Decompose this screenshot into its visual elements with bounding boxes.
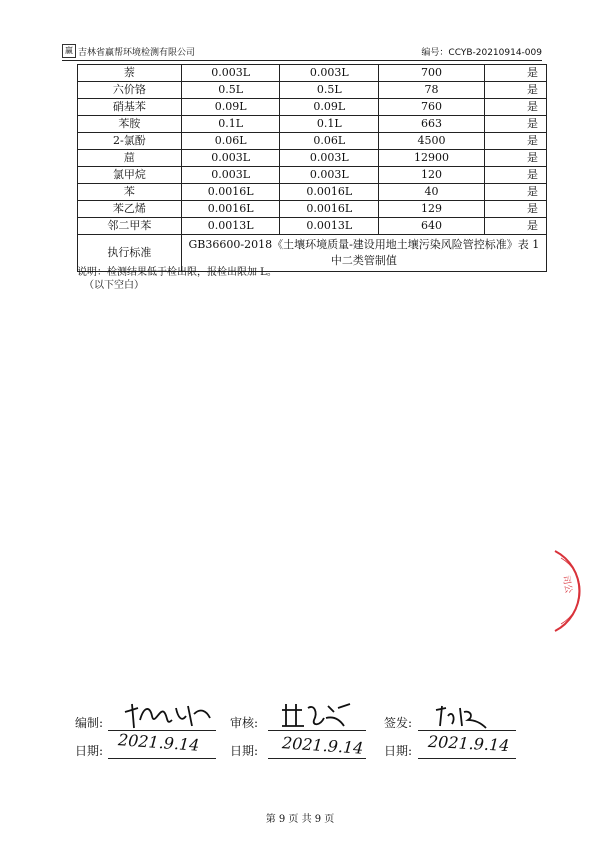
date-line-2 [268, 758, 366, 759]
table-row [78, 218, 547, 235]
table-cell: 129 [379, 201, 485, 218]
table-cell: 0.1L [280, 116, 379, 133]
table-cell: 是 [484, 150, 546, 167]
table-cell: 0.003L [181, 150, 280, 167]
table-cell: 0.09L [280, 99, 379, 116]
table-row [78, 167, 547, 184]
table-cell: 0.0016L [181, 184, 280, 201]
table-cell: 苯 [78, 184, 182, 201]
seal-stamp [545, 546, 600, 636]
table-cell: 0.5L [181, 82, 280, 99]
header-divider [62, 60, 542, 61]
page-footer: 第 9 页 共 9 页 [265, 814, 335, 825]
table-cell: 硝基苯 [78, 99, 182, 116]
date-value-2: 2021.9.14 [281, 733, 365, 758]
table-cell: 2-氯酚 [78, 133, 182, 150]
table-cell: 是 [484, 218, 546, 235]
table-cell: 萘 [78, 65, 182, 82]
page-header [62, 44, 542, 60]
issuer-line [418, 730, 516, 731]
table-cell: 氯甲烷 [78, 167, 182, 184]
table-cell: 12900 [379, 150, 485, 167]
date-label-3: 日期: [384, 744, 413, 758]
table-row [78, 65, 547, 82]
table-row [78, 82, 547, 99]
table-cell: 760 [379, 99, 485, 116]
note-text: 说明：检测结果低于检出限，报检出限加 L。 [77, 267, 277, 278]
table-cell: 0.0013L [181, 218, 280, 235]
table-cell: 0.0016L [280, 184, 379, 201]
table-cell: 是 [484, 116, 546, 133]
company-logo-icon: 赢 [62, 44, 76, 58]
table-cell: 是 [484, 184, 546, 201]
table-cell: 0.06L [181, 133, 280, 150]
table-cell: 0.0016L [280, 201, 379, 218]
table-cell: 0.06L [280, 133, 379, 150]
table-cell: 是 [484, 82, 546, 99]
table-cell: 是 [484, 99, 546, 116]
table-cell: 0.0016L [181, 201, 280, 218]
table-cell: 邻二甲苯 [78, 218, 182, 235]
standard-label: 执行标准 [78, 235, 182, 272]
table-cell: 苯乙烯 [78, 201, 182, 218]
date-line-1 [108, 758, 216, 759]
standard-text: GB36600-2018《土壤环境质量-建设用地土壤污染风险管控标准》表 1 中二类管制值 [181, 235, 546, 272]
table-cell: 700 [379, 65, 485, 82]
table-cell: 䓛 [78, 150, 182, 167]
editor-label: 编制: [75, 716, 104, 730]
table-cell: 0.003L [280, 150, 379, 167]
reviewer-label: 审核: [230, 716, 259, 730]
table-cell: 六价铬 [78, 82, 182, 99]
table-cell: 0.1L [181, 116, 280, 133]
table-cell: 是 [484, 65, 546, 82]
table-row [78, 133, 547, 150]
editor-signature [120, 698, 215, 732]
table-cell: 是 [484, 133, 546, 150]
table-cell: 663 [379, 116, 485, 133]
blank-text: （以下空白） [84, 280, 144, 291]
table-cell: 0.09L [181, 99, 280, 116]
table-row [78, 201, 547, 218]
table-cell: 78 [379, 82, 485, 99]
date-value-3: 2021.9.14 [427, 731, 510, 756]
date-label-1: 日期: [75, 744, 104, 758]
table-cell: 120 [379, 167, 485, 184]
table-cell: 0.003L [280, 167, 379, 184]
issuer-signature [432, 702, 492, 730]
table-cell: 640 [379, 218, 485, 235]
table-cell: 是 [484, 201, 546, 218]
table-row [78, 99, 547, 116]
table-cell: 0.003L [181, 167, 280, 184]
company-name: 吉林省赢帮环境检测有限公司 [78, 48, 196, 58]
svg-text:司公: 司公 [560, 574, 574, 595]
date-value-1: 2021.9.14 [117, 730, 201, 755]
results-table [77, 64, 547, 272]
date-line-3 [418, 758, 516, 759]
issuer-label: 签发: [384, 716, 413, 730]
reviewer-signature [278, 700, 358, 732]
table-row [78, 116, 547, 133]
table-row [78, 184, 547, 201]
table-cell: 0.003L [181, 65, 280, 82]
table-cell: 0.003L [280, 65, 379, 82]
table-cell: 0.0013L [280, 218, 379, 235]
table-cell: 苯胺 [78, 116, 182, 133]
date-label-2: 日期: [230, 744, 259, 758]
table-cell: 40 [379, 184, 485, 201]
table-cell: 0.5L [280, 82, 379, 99]
table-row [78, 150, 547, 167]
table-cell: 4500 [379, 133, 485, 150]
table-cell: 是 [484, 167, 546, 184]
report-code: 编号：CCYB-20210914-009 [421, 48, 542, 58]
